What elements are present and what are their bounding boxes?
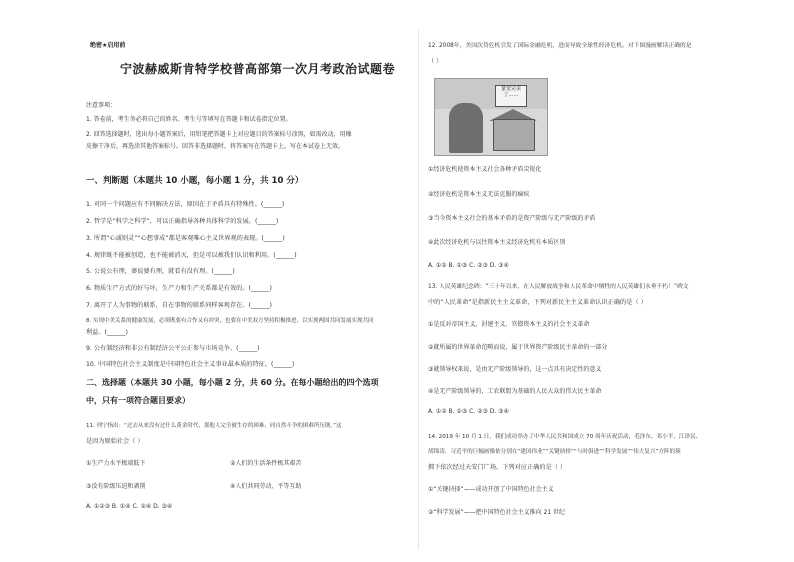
section1-title: 一、判断题（本题共 10 小题，每小题 1 分，共 10 分） [86, 176, 304, 186]
cartoon-sign: 量宽完美了…… [495, 85, 527, 107]
question-1: 1. 对同一个问题应有不同解决方法，原因在于矛盾具有特殊性。(______) [86, 201, 285, 208]
question-11: 11. 列宁指出：“过去从来没有过什么黄金时代，那他人完全被生存的困难、同自然斗争的困难所压倒。”这 [86, 423, 342, 429]
q12-answers: A. ①② B. ①③ C. ②③ D. ③④ [428, 262, 509, 269]
cartoon-house [493, 119, 535, 151]
question-14-cont: 拥下依次经过天安门广场。下列对应正确的是（ ） [428, 464, 567, 471]
q13-option: ③就领导权来说，是由无产阶级领导的，这一点具有决定性的意义 [428, 366, 602, 373]
note-item: 1. 答卷前，考生务必将自己的姓名、考生号等填写在答题卡和试卷指定位置。 [86, 116, 292, 123]
q11-option: ②人们的生活条件极其艰苦 [230, 460, 302, 467]
q12-option: ②经济危机是资本主义无法克服的痼疾 [428, 191, 530, 198]
q11-option: ④人们共同劳动、平等互助 [230, 483, 302, 490]
question-8-cont: 利益。(______) [86, 329, 128, 336]
section2-title: 二、选择题（本题共 30 小题，每小题 2 分，共 60 分。在每小题给出的四个选项 [86, 378, 379, 387]
question-11-cont: 是因为原始社会（ ） [86, 438, 144, 445]
question-12-cont: （ ） [428, 58, 443, 65]
q11-option: ③没有阶级压迫和剥削 [86, 483, 146, 490]
question-2: 2. 哲学是“科学之科学”，可以正确指导各种具体科学的发展。(______) [86, 218, 279, 225]
q12-option: ①经济危机使资本主义社会各种矛盾尖锐化 [428, 166, 542, 173]
question-9: 9. 公有制经济和非公有制经济公平公正参与市场竞争。(______) [86, 345, 260, 352]
question-5: 5. 公说公有理，婆说婆有理，就看有没有理。(______) [86, 268, 235, 275]
q14-option: ①“关键抉择”——成功开创了中国特色社会主义 [428, 486, 554, 493]
note-item: 皮擦干净后，再选涂其他答案标号。回答非选择题时，将答案写在答题卡上，写在本试卷上无效。 [86, 143, 345, 150]
page-title: 宁波赫威斯肯特学校普高部第一次月考政治试题卷 [120, 62, 396, 76]
question-12: 12. 2008年，美国次贷危机引发了国际金融危机，进而导致全球性经济危机。对下图漫画解读正确的是 [428, 43, 692, 49]
column-divider [418, 30, 419, 550]
question-13: 13. 人民英雄纪念碑：“三十年以来，在人民解放战争和人民革命中牺牲的人民英雄们永垂不朽！”碑文 [428, 284, 689, 290]
q13-answers: A. ①② B. ①③ C. ②③ D. ③④ [428, 408, 509, 415]
question-14-cont: 胡锦涛、习近平的巨幅画像依分别在“建国伟业”“关键抉择”“与时俱进”“科学发展”“伟大复兴”方阵的簇 [428, 449, 681, 455]
question-4: 4. 规律既不能被创造，也不能被消灭，但是可以被我们认识和利用。(______) [86, 252, 297, 259]
cartoon-image [434, 78, 548, 156]
q14-option: ②“科学发展”——把中国特色社会主义推向 21 世纪 [428, 509, 566, 516]
q11-option: ①生产力水平极端低下 [86, 460, 146, 467]
section2-title-cont: 中，只有一项符合题目要求） [86, 396, 190, 405]
question-14: 14. 2019 年 10 月 1 日，我们成功举办了中华人民共和国成立 70 周年庆祝活动，毛泽东、邓小平、江泽民、 [428, 434, 702, 440]
secret-label: 绝密★启用前 [90, 42, 126, 49]
q11-answers: A. ①②③ B. ①④ C. ②④ D. ③④ [86, 503, 173, 510]
notes-heading: 注意事项： [86, 102, 117, 109]
question-7: 7. 离开了人为事物的联系，自在事物的联系同样客观存在。(______) [86, 302, 272, 309]
question-3: 3. 所谓“心诚则灵”“心想事成”都是客观唯心主义世界观的表现。(______) [86, 235, 285, 242]
question-6: 6. 物质生产方式的好与坏，生产力和生产关系都是有效的。(______) [86, 285, 272, 292]
q13-option: ①是反对帝国主义、封建主义、官僚资本主义的社会主义革命 [428, 321, 590, 328]
q12-option: ③当今资本主义社会的基本矛盾的是资产阶级与无产阶级的矛盾 [428, 215, 596, 222]
q13-option: ④是无产阶级领导的，工农联盟为基础的人民大众的伟大民主革命 [428, 388, 602, 395]
q12-option: ④此次经济危机与以往资本主义经济危机有本质区别 [428, 239, 566, 246]
cartoon-figure [449, 103, 483, 153]
question-10: 10. 中国特色社会主义制度是中国特色社会主义事业最本质的特征。(______) [86, 361, 295, 368]
note-item: 2. 回答选择题时，选出每小题答案后，用铅笔把答题卡上对应题目的答案标号涂黑，如需改动，用橡 [86, 131, 352, 138]
question-8: 8. 实现中美关系的健康发展，必须既要有合作又有冲突，也要在中美双方坚持积极推进，以实现两国共同发展实现共同 [86, 318, 374, 324]
question-13-cont: 中的“人民革命”是指新民主主义革命，下列对新民主主义革命认识正确的是（ ） [428, 299, 647, 306]
q13-option: ②就所属的世界革命范畴而说，属于世界资产阶级民主革命的一部分 [428, 344, 608, 351]
